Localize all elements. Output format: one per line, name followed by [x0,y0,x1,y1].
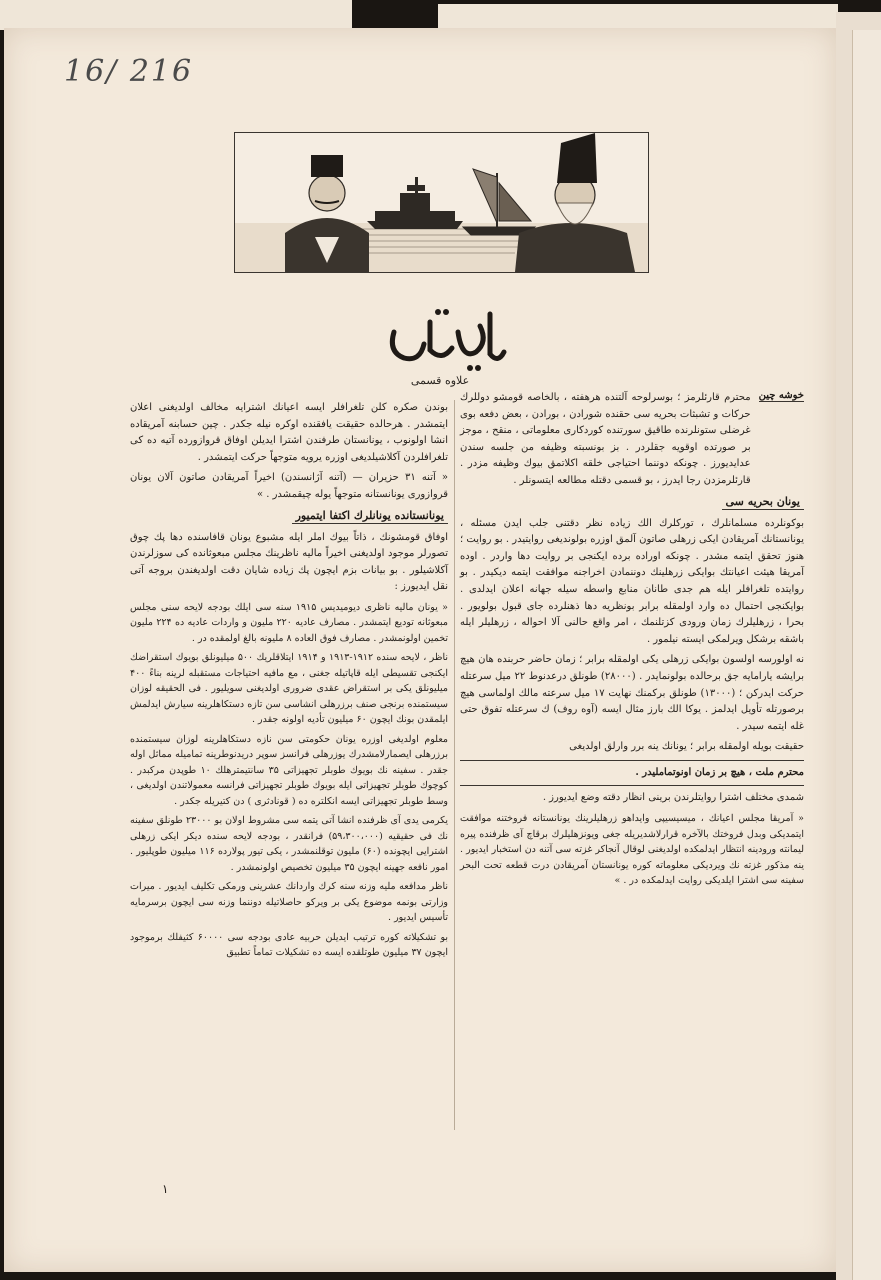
article-paragraph: شمدی مختلف اشترا روايتلرندن برينی انظار دقته وضع ايديورز . [542,792,804,804]
quoted-dispatch: « آتنه ۳۱ حزيران — (آتنه آژانسندن) اخيراً آمريقادن صاتون آلان يونان قروازوری يونانستانه متوجهاً يوله چيقمشدر . » [130,472,448,500]
quoted-dispatch: « يونان ماليه ناظری ديوميديس ۱۹۱۵ سنه سی ايلك بودجه لايحه سنی مجلس مبعوثانه توديع ايتمشدر . مصارف عاديه ۲۲۰ مليون و واردات عاديه ده ۲۲۴ مليون تخمين اولونمشدر . مصارف فوق العاده ۸ مليونه بالغ اولمقده در . [130,601,448,644]
section-heading-nation: محترم ملت ، هيچ بر زمان اونوتمامليدر . [635,766,804,778]
article-paragraph: نه اولورسه اولسون بوايكی زرهلی يكی اولمقله برابر ؛ زمان حاضر حربنده هان هيچ برايشه يارامايه جق برحالده بولونمايدر . (۲۸۰۰۰) طونلق درعدنوط ۲۲ ميل سرعتله حركت ايدركن ؛ (۱۳۰۰۰) طونلق بركمنك نهايت ۱۷ ميل سرعته مالك اولماسی هيچ برصورتله تأويل ايدلمز . يوكا الك بارز مثال ايسه (آوه روف) ك سرعتله تفوق حتی غله ايتمه سيدر . [460,654,804,732]
section-heading-greek-navy: يونان بحريه سی [722,495,804,510]
page-number: ۱ [162,1182,169,1196]
right-column [460,390,804,889]
torn-top-edge [0,0,352,30]
officer-portrait-icon [285,155,369,272]
section-rule [460,760,804,761]
header-illustration [234,132,649,273]
masthead-logo [380,292,510,374]
article-paragraph: ناظر مدافعه مليه وزنه سنه كرك واردانك عشرينی ورمكی تكليف ايديور . ميرات وزارتی بونمه موضوع يكی بر ويركو حاصلاتيله دوننما وزنه سی ايچون برسرمايه تأسيس ايديور . [130,881,448,924]
article-paragraph: معلوم اولديغی اوزره يونان حكومتی سن نازه دستكاهلرينه لوزان سيستمنده برزرهلی ايصمارلامشدرك يوزرهلی فرانسز سوپر دريدنوطرينه تماميله مماثل اوله جقدر . سفينه نك بويوك طوبلر تجهيزاتی ۳۵ سانتيمترهلك ۱۰ طوپدن مركبدر . كوچوك طوبلر تجهيزاتی ايله بويوك طوبلر تجهيزاتی فرانسه معمولاتندن اولديغی ، وسط طوبلر تجهيزاتی ايسه انكلتره ده ( قونادثرى ) دن كتيريله جكدر . [130,733,448,807]
section-heading-greece: يونانستانده يونانلرك اكتفا ايتميور [292,509,448,524]
handwritten-page-reference: 16/ 216 [64,54,194,89]
article-paragraph: ناظر ، لايحه سنده ۱۹۱۲-۱۹۱۳ و ۱۹۱۴ ايتلاقلريك ۵۰۰ ميليونلق بويوك استقراضك ايكنجی تقسيطی ايله قاپاتيله جغنی ، مع مافيه احتياجات مستقبله لرينه بناءً ۴۰۰ ميليونلق يكی بر استقراض عقدی ضروری اولدیغنی سويليور . فی الحقيقه لوزان سيستمنده برنجی صنف برزرهلی انشاسی سن تازه دستكاهلرينه سيارش ايدلمش ايلمقدن بونك ايچون ۶۰ ميليون تأديه اولونه جقدر . [130,652,448,726]
column-divider [454,400,455,1130]
article-paragraph: اوفاق قومشونك ، ذاتاً بيوك املر ايله مشبوع يونان قافاسنده دها پك چوق تصورلر موجود اولديغنی اخيراً ماليه ناظرينك مجلس مبعوثانده كی سوزلرندن آكلاشيلور . بو بيانات بزم ايچون پك زياده شايان دقت اولدیغندن بروجه آتی نقل ايديورز : [130,531,448,593]
article-paragraph: يكرمی يدی آی ظرفنده انشا آتی يتمه سی مشروط اولان بو ۲۳۰۰۰ طونلق سفينه نك فی حقيقيه (۵۹،۳۰۰،۰۰۰) فرانقدر ، بودجه لايحه سنده ديكر ايكی زرهلی اشترايی ايچونده (۶۰) مليون توقلنمشدر ، يكی تيور پولارده ۱۱۶ ميليون طوپليور . امور نافعه جهينه ايچون ۳۵ ميليون تخصيص اولونمشدر . [130,815,449,873]
torn-top-edge-right [438,4,838,30]
article-paragraph: بوندن صكره كلن تلغرافلر ايسه اعيانك اشترايه مخالف اولديغنی اعلان ايتمشدر . هرحالده حقيقت يافقنده اوكره نيله جكدر . چين حسابنه آمريقاده انشا اولونوب ، يونانستان طرفندن اشترا ايديلن اوفاق قروازورده آتيه ده كی تلغرافلردن آكلاشيلديغی اوزره يرويه متوجهاً حركت ايتمشدر . [130,402,448,463]
section-side-label: خوشه چين [758,390,804,401]
masthead-subtitle: علاوه قسمی [410,374,470,387]
quoted-dispatch: « آمريقا مجلس اعيانك ، ميسيسيپی وايداهو زرهليلرينك يونانستانه فروختنه موافقت ايتمديكی وبدل فروختك بالآخره قرارلاشديريله جغی ويونزهليلرك برقاچ آی ظرفنده پيره ليمانته ورودينه انتظار ايدلمكده اولدیغنی لوقال آنجاكر غزته سی آتنه دن استخبار ايديور . ينه مذكور غزته نك ويرديكی معلوماته كوره يونانستان آمريقادن درت قطعه تحت البحر سفينه سی اشترا ايلديكی روايت ايدلمكده در . » [460,813,804,887]
article-paragraph: بوكونلرده مسلمانلرك ، توركلرك الك زياده نظر دقتنی جلب ايدن مسئله ، يونانستانك آمريقادن ايكی زرهلی صاتون آلمق اوزره بولوندیغی روايتيدر . بو روايت ؛ هنوز تحقق ايتمه مشدر . چونكه اوراده برده ايكنجی بر روايت دها واردر . اوده آمريقا هيئت اعيانتك بوايكی زرهلينك دوننمادن اخراجنه موافقت ايتمه ديكيدر . بو روايتده تلغرافلر ايله هم جدی طانان منابع واسطه سيله جهانه اعلان ايدلدی . بوايكنجی احتمال ده وارد اولمقله برابر بونظريه دها ذهنلرده جای قبول بولويور . بحرا ، زرهليلرك زمان ورودی كزتلنمك ، امر واقع حالنی آلا احواله ، زرهليلر ايله باشقه برشكل ويرلمكی ايسته نيلمور . [460,517,804,645]
elder-portrait-icon [515,133,635,272]
warship-icon [367,177,463,229]
left-column [130,400,448,961]
adjacent-page-edge-inner [852,30,881,1280]
section-rule [460,785,804,786]
article-paragraph: بو تشكيلاته كوره ترتيب ايديلن حربيه عادی بودجه سی ۶۰۰۰۰ كثيفلك برموجود ايچون ۳۷ ميليون طوتلقده ايسه ده تشكيلات تماماً تطبيق [130,931,448,959]
article-paragraph: حقيقت بويله اولمقله برابر ؛ يونانك ينه برر وارلق اولدیغی [569,741,804,753]
intro-paragraph: محترم قارئلرمز ؛ بوسرلوحه آلتنده هرهفته ، بالخاصه قومشو دوللرك حركات و تشبثات بحريه سی حقنده شورادن ، بورادن ، بعض دفعه بوی غرضلی ستونلرنده طاقيق سورتنده كوردكاری معلوماتی ، منقح ، موجز بر صورتده اوقويه جقلردر . بز بونسبته وظيفه من جلسه سندن عدايديورز . چونكه دوننما احتياجی خلقه اكلاتمق بيوك وظيفه مزدر . قارئلرمزدن رجا ايدرز ، بو قسمی دقتله مطالعه ايتسونلر . [460,392,751,486]
